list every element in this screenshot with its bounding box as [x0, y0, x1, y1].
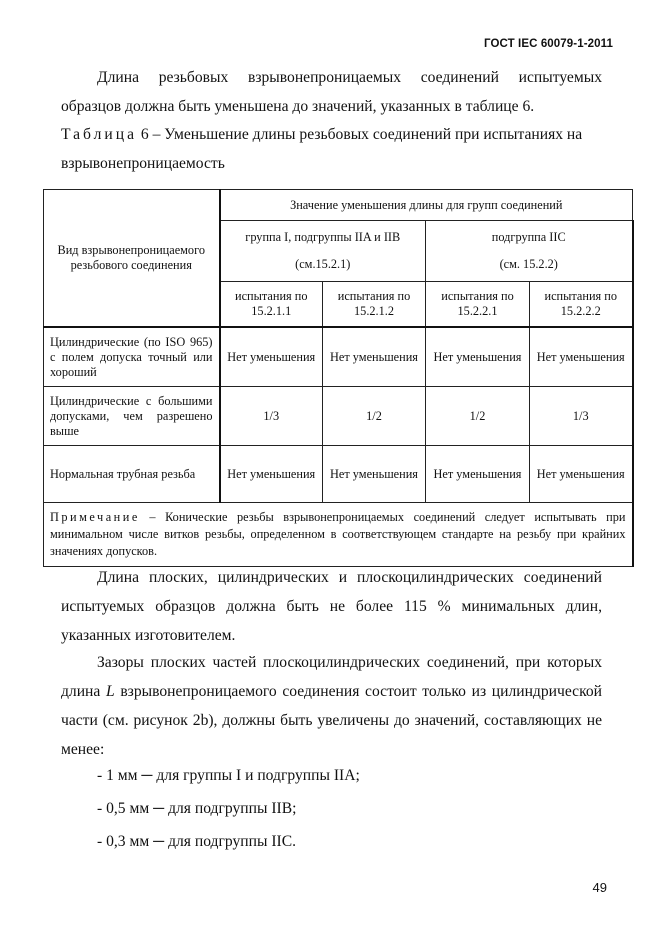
length-variable: L	[105, 683, 115, 700]
paragraph-2: Длина плоских, цилиндрических и плоскоцилиндрических соединений испытуемых образцов должна быть не более 115 % минимальных длин, указанных изготовителем.	[61, 569, 602, 644]
row-label: Нормальная трубная резьба	[44, 446, 220, 503]
list-item: - 1 мм ─ для группы I и подгруппы IIA;	[97, 767, 360, 784]
note-text: – Конические резьбы взрывонепроницаемых соединений следует испытывать при минимальном числе витков резьбы, определенном в соответствующем стандарте на резьбу при крайних значениях допусков.	[50, 510, 626, 558]
table-cell: Нет уменьшения	[323, 327, 426, 387]
page-number: 49	[592, 880, 607, 895]
table-caption-text: 6 – Уменьшение длины резьбовых соединений при испытаниях на взрывонепроницаемость	[61, 126, 583, 172]
row-header: Вид взрывонепроницаемого резьбового соединения	[44, 190, 220, 328]
table-cell: 1/3	[530, 387, 633, 446]
table-cell: Нет уменьшения	[426, 446, 530, 503]
table-row	[44, 387, 633, 446]
note-prefix: Примечание	[50, 510, 140, 524]
table-cell: Нет уменьшения	[323, 446, 426, 503]
table-note	[44, 503, 633, 567]
table-caption-prefix: Таблица	[61, 126, 137, 143]
table-cell: 1/2	[323, 387, 426, 446]
clearance-list	[97, 761, 597, 860]
table-note-row	[44, 503, 633, 567]
group-2-line1: подгруппа IIC	[491, 230, 566, 244]
table-6	[43, 189, 634, 567]
test-header: испытания по 15.2.1.1	[220, 282, 323, 328]
paragraph-3-start: Зазоры плоских частей плоскоцилиндрических соединений, при которых длина	[61, 654, 602, 700]
group-2-header	[426, 221, 633, 282]
group-2-line2: (см. 15.2.2)	[499, 257, 558, 271]
list-item: - 0,5 мм ─ для подгруппы IIB;	[97, 800, 297, 817]
test-header: испытания по 15.2.1.2	[323, 282, 426, 328]
group-1-line1: группа I, подгруппы IIA и IIB	[245, 230, 401, 244]
table-cell: Нет уменьшения	[426, 327, 530, 387]
table-cell: Нет уменьшения	[530, 446, 633, 503]
group-1-header	[220, 221, 426, 282]
table-row	[44, 446, 633, 503]
standard-code: ГОСТ IEC 60079-1-2011	[484, 38, 613, 50]
table-cell: 1/3	[220, 387, 323, 446]
paragraph-3	[61, 648, 602, 764]
table-caption	[61, 120, 602, 178]
group-1-line2: (см.15.2.1)	[295, 257, 351, 271]
paragraph-3-end: взрывонепроницаемого соединения состоит только из цилиндрической части (см. рисунок 2b), должны быть увеличены до значений, составляющих не менее:	[61, 683, 602, 758]
table-cell: Нет уменьшения	[220, 446, 323, 503]
paragraph-1: Длина резьбовых взрывонепроницаемых соединений испытуемых образцов должна быть уменьшена до значений, указанных в таблице 6.	[61, 69, 602, 115]
row-label: Цилиндрические с большими допусками, чем разрешено выше	[44, 387, 220, 446]
test-header: испытания по 15.2.2.2	[530, 282, 633, 328]
table-cell: Нет уменьшения	[220, 327, 323, 387]
test-header: испытания по 15.2.2.1	[426, 282, 530, 328]
group-header: Значение уменьшения длины для групп соединений	[220, 190, 633, 221]
row-label: Цилиндрические (по ISO 965) с полем допуска точный или хороший	[44, 327, 220, 387]
table-cell: 1/2	[426, 387, 530, 446]
list-item: - 0,3 мм ─ для подгруппы IIC.	[97, 833, 297, 850]
table-row	[44, 327, 633, 387]
table-cell: Нет уменьшения	[530, 327, 633, 387]
